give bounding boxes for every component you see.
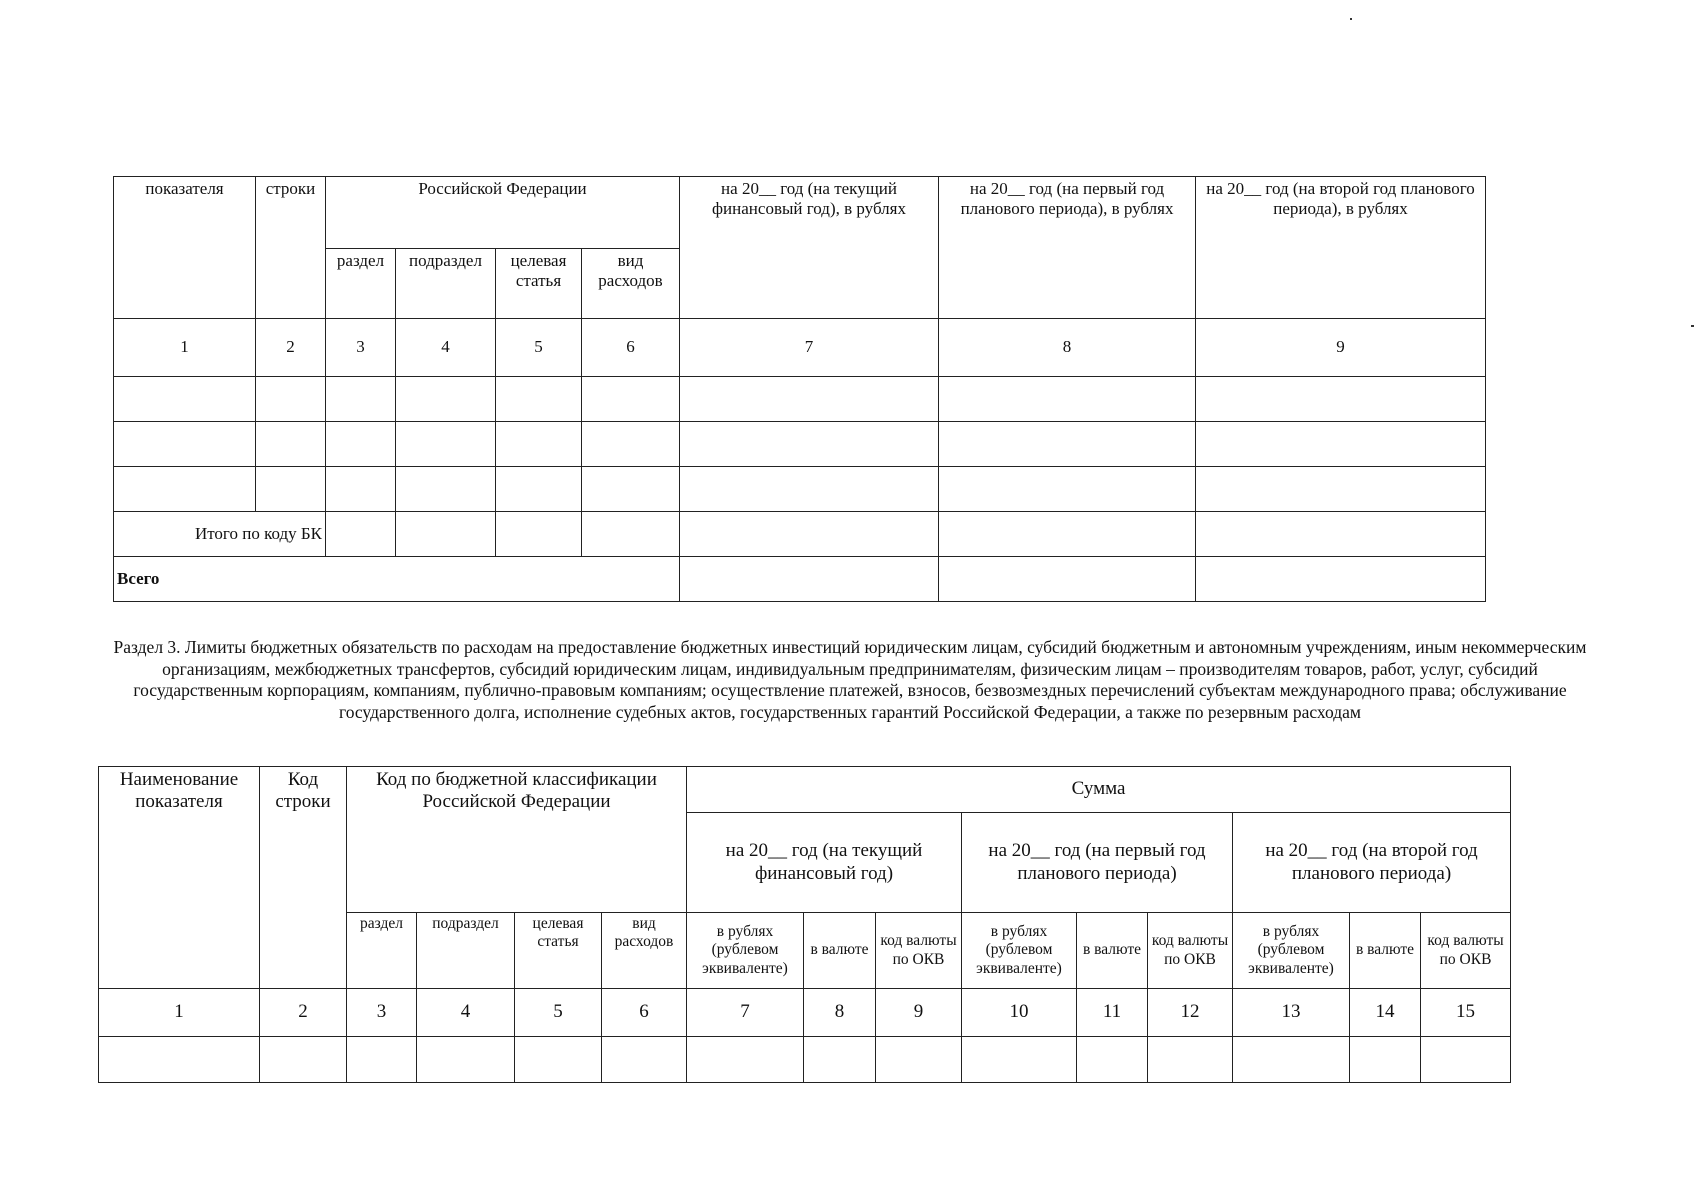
column-numbers-row (99, 989, 1511, 1037)
col-number: 4 (396, 319, 496, 377)
col-number: 7 (687, 989, 804, 1037)
col-number: 1 (99, 989, 260, 1037)
table-row (114, 422, 1486, 467)
table-row (114, 467, 1486, 512)
header-current-year: на 20__ год (на текущий финансовый год) (687, 813, 962, 913)
header-section: раздел (326, 249, 396, 319)
table-section3 (98, 766, 1511, 1083)
header-rub: в рублях (рублевом эквиваленте) (687, 913, 804, 989)
total-row (114, 557, 1486, 602)
header-expense-type: вид расходов (582, 249, 680, 319)
header-rub: в рублях (рублевом эквиваленте) (962, 913, 1077, 989)
col-number: 10 (962, 989, 1077, 1037)
header-indicator: показателя (114, 177, 256, 319)
col-number: 4 (417, 989, 515, 1037)
col-number: 1 (114, 319, 256, 377)
header-expense-type: вид расходов (602, 913, 687, 989)
col-number: 5 (515, 989, 602, 1037)
col-number: 14 (1350, 989, 1421, 1037)
header-okv: код валюты по ОКВ (876, 913, 962, 989)
header-first-plan-year: на 20__ год (на первый год планового периода), в рублях (939, 177, 1196, 319)
col-number: 3 (347, 989, 417, 1037)
col-number: 13 (1233, 989, 1350, 1037)
header-second-plan-year: на 20__ год (на второй год планового периода), в рублях (1196, 177, 1486, 319)
subtotal-row (114, 512, 1486, 557)
header-currency: в валюте (804, 913, 876, 989)
scan-speck (1691, 325, 1694, 327)
header-target-item: целевая статья (496, 249, 582, 319)
col-number: 11 (1077, 989, 1148, 1037)
header-sum: Сумма (687, 767, 1511, 813)
header-target-item: целевая статья (515, 913, 602, 989)
header-okv: код валюты по ОКВ (1421, 913, 1511, 989)
col-number: 2 (260, 989, 347, 1037)
col-number: 6 (582, 319, 680, 377)
total-label: Всего (114, 557, 680, 602)
col-number: 6 (602, 989, 687, 1037)
col-number: 2 (256, 319, 326, 377)
header-second-plan-year: на 20__ год (на второй год планового периода) (1233, 813, 1511, 913)
table-row (99, 1037, 1511, 1083)
header-row-code: Код строки (260, 767, 347, 989)
col-number: 7 (680, 319, 939, 377)
col-number: 12 (1148, 989, 1233, 1037)
col-number: 15 (1421, 989, 1511, 1037)
header-row-code: строки (256, 177, 326, 319)
header-currency: в валюте (1077, 913, 1148, 989)
header-currency: в валюте (1350, 913, 1421, 989)
section3-title: Раздел 3. Лимиты бюджетных обязательств по расходам на предоставление бюджетных инвестиций юридическим лицам, субсидий бюджетным и автономным учреждениям, иным некоммерческим организациям, межбюджетных трансфертов, субсидий юридическим лицам, индивидуальным предпринимателям, физическим лицам – производителям товаров, работ, услуг, субсидий государственным корпорациям, компаниям, публично-правовым компаниям; осуществление платежей, взносов, безвозмездных перечислений субъектам международного права; обслуживание государственного долга, исполнение судебных актов, государственных гарантий Российской Федерации, а также по резервным расходам (113, 637, 1587, 722)
header-indicator-name: Наименование показателя (99, 767, 260, 989)
header-bk-code: Код по бюджетной классификации Российской Федерации (347, 767, 687, 913)
column-numbers-row (114, 319, 1486, 377)
col-number: 8 (939, 319, 1196, 377)
col-number: 3 (326, 319, 396, 377)
table-row (114, 377, 1486, 422)
header-subsection: подраздел (396, 249, 496, 319)
subtotal-label: Итого по коду БК (114, 512, 326, 557)
col-number: 5 (496, 319, 582, 377)
table-section2-continuation (113, 176, 1486, 602)
header-current-year: на 20__ год (на текущий финансовый год), в рублях (680, 177, 939, 319)
header-subsection: подраздел (417, 913, 515, 989)
col-number: 9 (876, 989, 962, 1037)
header-okv: код валюты по ОКВ (1148, 913, 1233, 989)
header-first-plan-year: на 20__ год (на первый год планового периода) (962, 813, 1233, 913)
col-number: 8 (804, 989, 876, 1037)
header-rub: в рублях (рублевом эквиваленте) (1233, 913, 1350, 989)
col-number: 9 (1196, 319, 1486, 377)
header-bk-group: Российской Федерации (326, 177, 680, 249)
header-section: раздел (347, 913, 417, 989)
scan-speck (1350, 18, 1352, 20)
